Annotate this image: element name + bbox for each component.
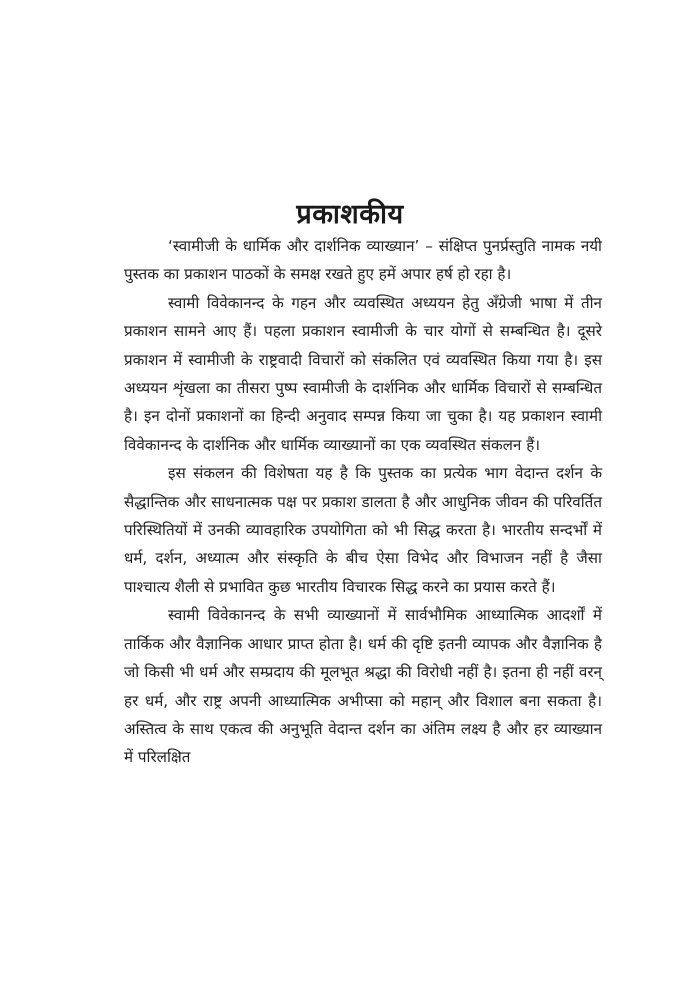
page-title: प्रकाशकीय (296, 199, 404, 231)
paragraph-1: ‘स्वामीजी के धार्मिक और दार्शनिक व्याख्यान’ – संक्षिप्त पुनर्प्रस्तुति नामक नयी पुस्तक का प्रकाशन पाठकों के समक्ष रखते हुए हमें अपार हर्ष हो रहा है। (124, 237, 602, 284)
paragraph-2: स्वामी विवेकानन्द के गहन और व्यवस्थित अध्ययन हेतु अँग्रेजी भाषा में तीन प्रकाशन सामने आए हैं। पहला प्रकाशन स्वामीजी के चार योगों से सम्बन्धित है। दूसरे प्रकाशन में स्वामीजी के राष्ट्रवादी विचारों को संकलित एवं व्यवस्थित किया गया है। इस अध्ययन शृंखला का तीसरा पुष्प स्वामीजी के दार्शनिक और धार्मिक विचारों से सम्बन्धित है। इन दोनों प्रकाशनों का हिन्दी अनुवाद सम्पन्न किया जा चुका है। यह प्रकाशन स्वामी विवेकानन्द के दार्शनिक और धार्मिक व्याख्यानों का एक व्यवस्थित संकलन हैं। (124, 293, 602, 454)
paragraph-4: स्वामी विवेकानन्द के सभी व्याख्यानों में सार्वभौमिक आध्यात्मिक आदर्शों में तार्किक और वैज्ञानिक आधार प्राप्त होता है। धर्म की दृष्टि इतनी व्यापक और वैज्ञानिक है जो किसी भी धर्म और सम्प्रदाय की मूलभूत श्रद्धा की विरोधी नहीं है। इतना ही नहीं वरन् हर धर्म, और राष्ट्र अपनी आध्यात्मिक अभीप्सा को महान् और विशाल बना सकता है। अस्तित्व के साथ एकत्व की अनुभूति वेदान्त दर्शन का अंतिम लक्ष्य है और हर व्याख्यान में परिलक्षित (124, 606, 602, 767)
paragraph-3: इस संकलन की विशेषता यह है कि पुस्तक का प्रत्येक भाग वेदान्त दर्शन के सैद्धान्तिक और साधनात्मक पक्ष पर प्रकाश डालता है और आधुनिक जीवन की परिवर्तित परिस्थितियों में उनकी व्यावहारिक उपयोगिता को भी सिद्ध करता है। भारतीय सन्दर्भों में धर्म, दर्शन, अध्यात्म और संस्कृति के बीच ऐसा विभेद और विभाजन नहीं है जैसा पाश्चात्य शैली से प्रभावित कुछ भारतीय विचारक सिद्ध करने का प्रयास करते हैं। (124, 464, 602, 596)
body-text (124, 232, 602, 772)
